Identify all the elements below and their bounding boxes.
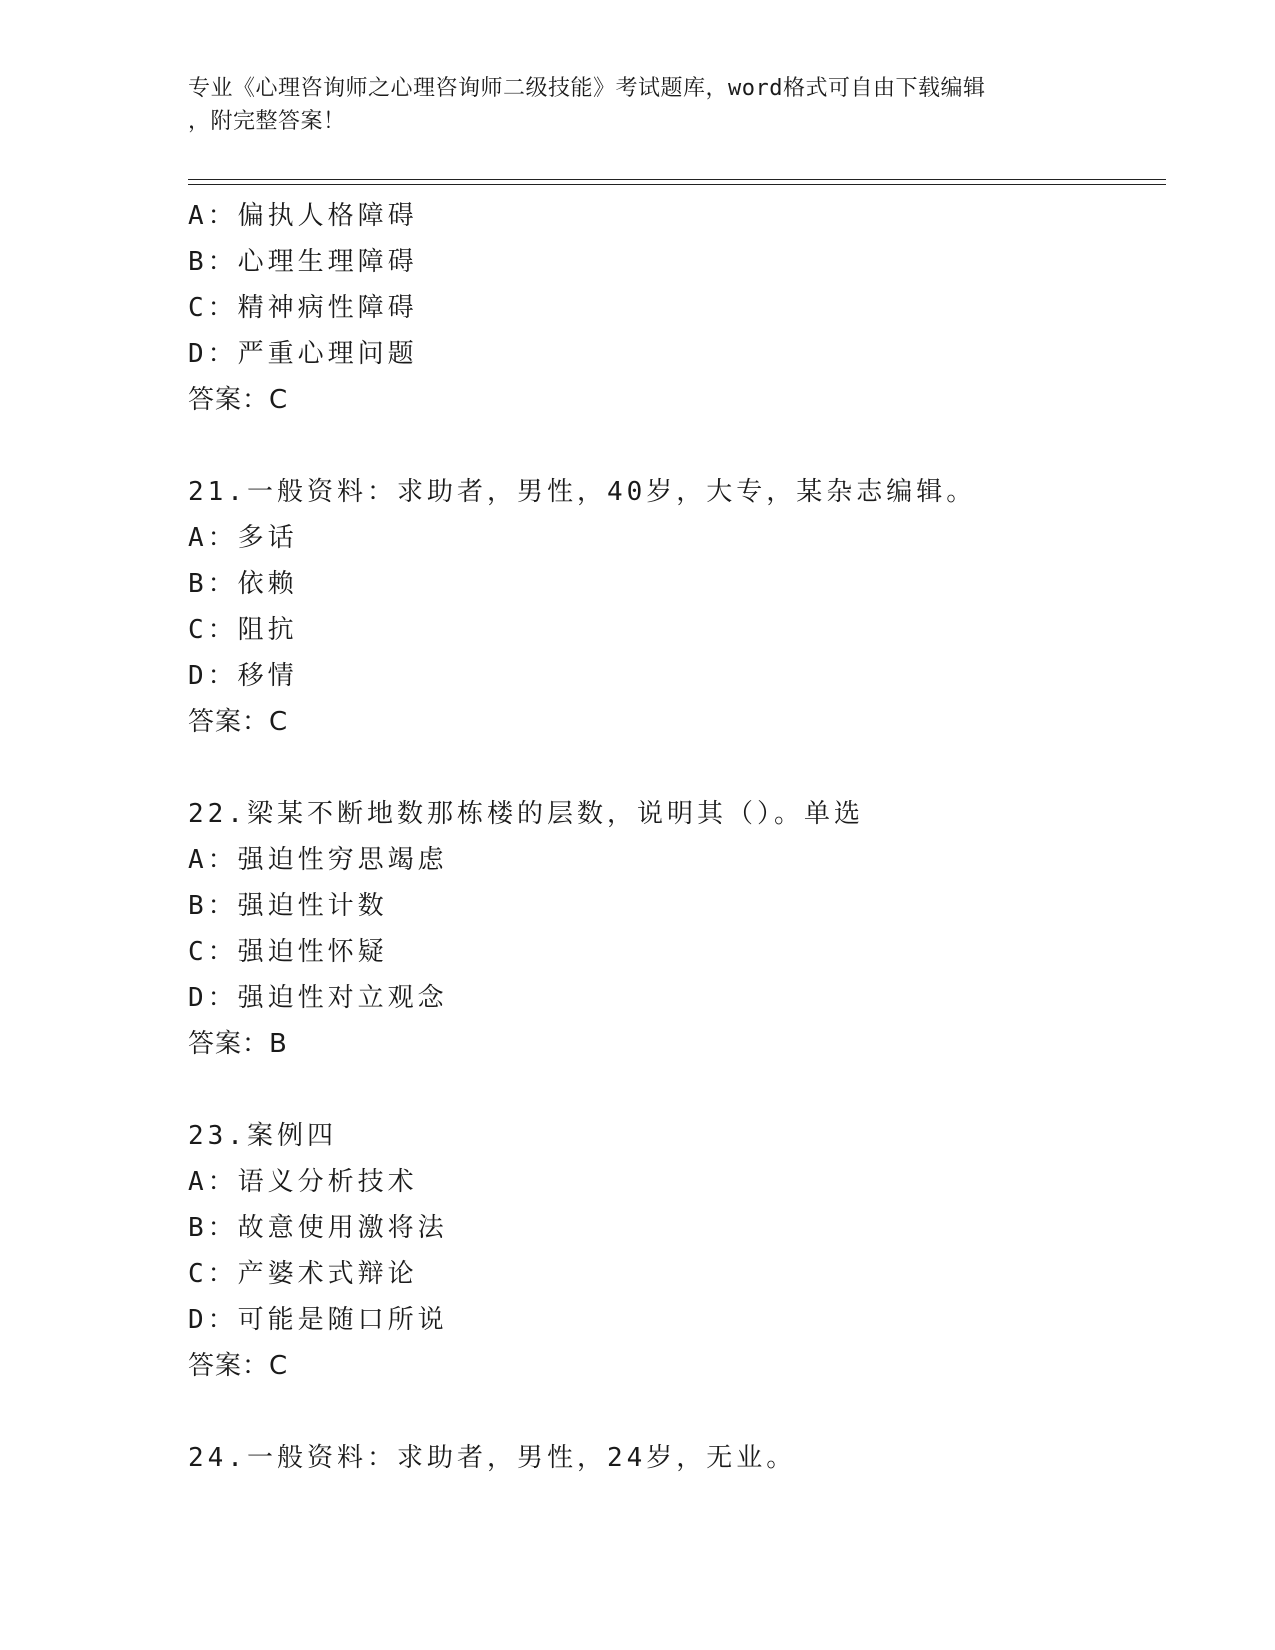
option-d: D：严重心理问题 xyxy=(188,339,418,369)
option-a: A：强迫性穷思竭虑 xyxy=(188,845,448,875)
question-stem: 24.一般资料：求助者，男性，24岁，无业。 xyxy=(188,1443,797,1473)
question-block-21 xyxy=(188,469,1148,745)
header-line-1: 专业《心理咨询师之心理咨询师二级技能》考试题库，word格式可自由下载编辑 xyxy=(188,76,986,101)
question-block-22 xyxy=(188,791,1148,1067)
option-c: C：精神病性障碍 xyxy=(188,293,418,323)
question-list xyxy=(188,193,1148,1481)
option-b: B：强迫性计数 xyxy=(188,891,388,921)
option-a: A：多话 xyxy=(188,523,298,553)
option-b: B：依赖 xyxy=(188,569,298,599)
question-block-prev xyxy=(188,193,1148,423)
option-a: A：语义分析技术 xyxy=(188,1167,418,1197)
question-stem: 21.一般资料：求助者，男性，40岁，大专，某杂志编辑。 xyxy=(188,477,977,507)
question-stem: 22.梁某不断地数那栋楼的层数，说明其（）。单选 xyxy=(188,799,864,829)
option-b: B：心理生理障碍 xyxy=(188,247,418,277)
header-divider-top xyxy=(188,179,1166,180)
document-header xyxy=(188,72,1088,138)
header-line-2: ，附完整答案！ xyxy=(188,109,346,134)
question-block-23 xyxy=(188,1113,1148,1389)
header-divider-bottom xyxy=(188,184,1166,185)
question-stem: 23.案例四 xyxy=(188,1121,337,1151)
option-d: D：可能是随口所说 xyxy=(188,1305,448,1335)
option-c: C：阻抗 xyxy=(188,615,298,645)
answer-line: 答案：C xyxy=(188,707,289,737)
option-a: A：偏执人格障碍 xyxy=(188,201,418,231)
option-d: D：强迫性对立观念 xyxy=(188,983,448,1013)
answer-line: 答案：C xyxy=(188,1351,289,1381)
option-b: B：故意使用激将法 xyxy=(188,1213,448,1243)
option-c: C：产婆术式辩论 xyxy=(188,1259,418,1289)
option-d: D：移情 xyxy=(188,661,298,691)
question-block-24 xyxy=(188,1435,1148,1481)
answer-line: 答案：C xyxy=(188,385,289,415)
answer-line: 答案：B xyxy=(188,1029,288,1059)
option-c: C：强迫性怀疑 xyxy=(188,937,388,967)
